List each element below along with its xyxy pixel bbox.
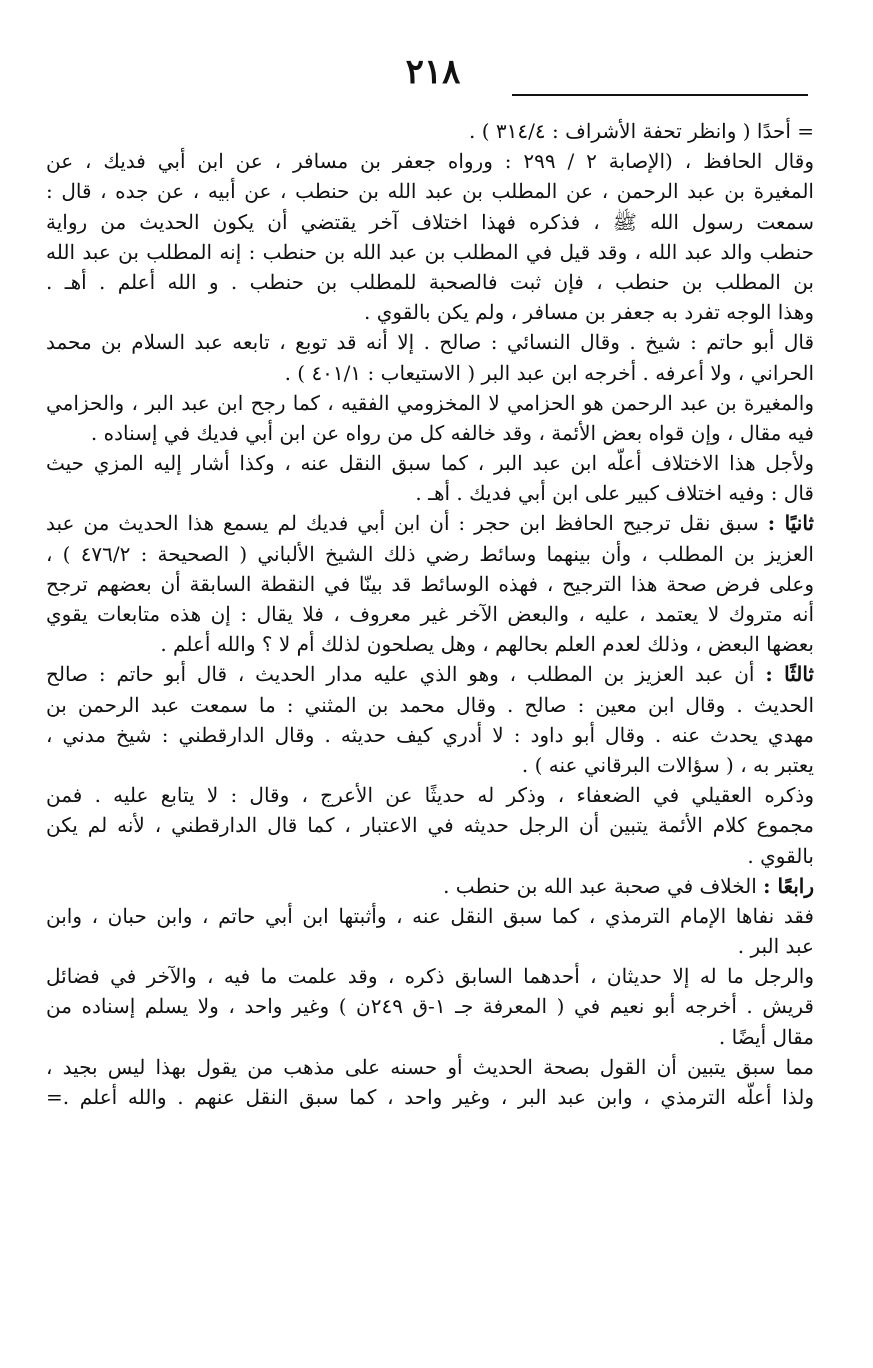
text-line xyxy=(46,569,814,599)
line-text: مهدي يحدث عنه . وقال أبو داود : لا أدري كيف حديثه . وقال الدارقطني : شيخ مدني ، xyxy=(46,722,814,747)
line-text: قال أبو حاتم : شيخ . وقال النسائي : صالح . إلا أنه قد توبع ، تابعه عبد السلام بن محمد xyxy=(46,330,814,355)
text-line xyxy=(46,659,814,689)
line-text: ولذا أعلّه الترمذي ، وابن عبد البر ، وغير واحد ، كما سبق النقل عنهم . والله أعلم .= xyxy=(46,1085,814,1109)
paragraph xyxy=(46,871,814,901)
text-line xyxy=(46,508,814,538)
text-line xyxy=(46,690,814,720)
section-lead: رابعًا : xyxy=(763,873,814,898)
text-line xyxy=(46,388,814,418)
paragraph xyxy=(46,448,814,508)
paragraph xyxy=(46,388,814,448)
line-text: يعتبر به ، ( سؤالات البرقاني عنه ) . xyxy=(521,752,814,777)
text-line xyxy=(46,991,814,1021)
text-line xyxy=(46,810,814,840)
line-text: وهذا الوجه تفرد به جعفر بن مسافر ، ولم يكن بالقوي . xyxy=(364,300,814,325)
text-line xyxy=(46,961,814,991)
line-text: والمغيرة بن عبد الرحمن هو الحزامي لا المخزومي الفقيه ، كما رجح ابن عبد البر ، والحزامي xyxy=(46,390,814,415)
line-text: وذكره العقيلي في الضعفاء ، وذكر له حديثًا عن الأعرج ، وقال : لا يتابع عليه . فمن xyxy=(46,783,814,808)
header-rule xyxy=(512,94,808,96)
line-text: قريش . أخرجه أبو نعيم في ( المعرفة جـ ١-ق ٢٤٩ن ) وغير واحد ، ولا يسلم إسناده من xyxy=(46,994,814,1019)
text-line xyxy=(46,599,814,629)
text-line xyxy=(46,207,814,237)
text-line xyxy=(46,1082,814,1112)
line-text: مما سبق يتبين أن القول بصحة الحديث أو حسنه على مذهب من يقول بهذا ليس بجيد ، xyxy=(46,1054,814,1079)
text-line xyxy=(46,327,814,357)
page-number: ٢١٨ xyxy=(405,52,461,92)
text-line xyxy=(46,297,814,327)
text-line xyxy=(46,358,814,388)
line-text: حنطب والد عبد الله ، وقد قيل في المطلب بن عبد الله بن حنطب : إنه المطلب بن عبد الله xyxy=(46,239,814,264)
line-text: = أحدًا ( وانظر تحفة الأشراف : ٣١٤/٤ ) . xyxy=(469,119,814,143)
paragraph xyxy=(46,508,814,659)
line-text: سمعت رسول الله ﷺ ، فذكره فهذا اختلاف آخر يقتضي أن يكون الحديث من رواية xyxy=(46,209,814,234)
paragraph xyxy=(46,659,814,780)
text-line xyxy=(46,1052,814,1082)
line-text: العزيز بن المطلب ، وأن بينهما وسائط رضي ذلك الشيخ الألباني ( الصحيحة : ٤٧٦/٢ ) ، xyxy=(46,541,814,566)
text-line xyxy=(46,780,814,810)
text-line xyxy=(46,448,814,478)
paragraph xyxy=(46,1052,814,1112)
text-line xyxy=(46,871,814,901)
line-text: الحديث . وقال ابن معين : صالح . وقال محمد بن المثني : ما سمعت عبد الرحمن بن xyxy=(46,692,814,717)
line-text: وقال الحافظ ، (الإصابة ٢ / ٢٩٩ : ورواه جعفر بن مسافر ، عن ابن أبي فديك ، عن xyxy=(46,149,814,174)
text-line xyxy=(46,146,814,176)
section-lead: ثالثًا : xyxy=(765,662,814,687)
text-line xyxy=(46,267,814,297)
line-text: الخلاف في صحبة عبد الله بن حنطب . xyxy=(443,873,764,898)
paragraph xyxy=(46,146,814,327)
line-text: سبق نقل ترجيح الحافظ ابن حجر : أن ابن أبي فديك لم يسمع هذا الحديث من عبد xyxy=(46,511,768,536)
text-line xyxy=(46,931,814,961)
line-text: الحراني ، ولا أعرفه . أخرجه ابن عبد البر ( الاستيعاب : ٤٠١/١ ) . xyxy=(284,360,814,385)
line-text: قال : وفيه اختلاف كبير على ابن أبي فديك . أهـ . xyxy=(415,481,814,506)
line-text: مجموع كلام الأئمة يتبين أن الرجل حديثه في الاعتبار ، كما قال الدارقطني ، لأنه لم يكن xyxy=(46,813,814,838)
line-text: فيه مقال ، وإن قواه بعض الأئمة ، وقد خالفه كل من رواه عن ابن أبي فديك في إسناده . xyxy=(90,420,814,445)
line-text: عبد البر . xyxy=(737,934,814,959)
text-line xyxy=(46,901,814,931)
paragraph xyxy=(46,961,814,1052)
line-text: أن عبد العزيز بن المطلب ، وهو الذي عليه مدار الحديث ، قال أبو حاتم : صالح xyxy=(46,662,766,687)
paragraph xyxy=(46,780,814,871)
text-line xyxy=(46,539,814,569)
text-line xyxy=(46,237,814,267)
text-line xyxy=(46,478,814,508)
line-text: فقد نفاها الإمام الترمذي ، كما سبق النقل عنه ، وأثبتها ابن أبي حاتم ، وابن حبان ، وابن xyxy=(46,903,814,928)
line-text: ولأجل هذا الاختلاف أعلّه ابن عبد البر ، كما سبق النقل عنه ، وكذا أشار إليه المزي حيث xyxy=(46,451,814,476)
text-line xyxy=(46,418,814,448)
text-line xyxy=(46,1022,814,1052)
line-text: أنه متروك لا يعتمد ، عليه ، والبعض الآخر غير معروف ، فلا يقال : إن هذه متابعات يقوي xyxy=(46,602,814,626)
paragraph xyxy=(46,901,814,961)
section-lead: ثانيًا : xyxy=(767,511,814,536)
line-text: والرجل ما له إلا حديثان ، أحدهما السابق ذكره ، وقد علمت ما فيه ، والآخر في فضائل xyxy=(46,964,814,989)
line-text: بن المطلب بن حنطب ، فإن ثبت فالصحبة للمطلب بن حنطب . و الله أعلم . أهـ . xyxy=(46,269,814,294)
paragraph xyxy=(46,116,814,146)
page-body-text xyxy=(46,116,814,1112)
line-text: وعلى فرض صحة هذا الترجيح ، فهذه الوسائط قد بينّا في النقطة السابقة أن بعضهم ترجح xyxy=(46,571,814,596)
line-text: المغيرة بن عبد الرحمن ، عن المطلب بن عبد الله بن حنطب ، عن أبيه ، عن جده ، قال : xyxy=(46,179,814,204)
text-line xyxy=(46,176,814,206)
text-line xyxy=(46,750,814,780)
text-line xyxy=(46,720,814,750)
text-line xyxy=(46,841,814,871)
text-line xyxy=(46,116,814,146)
line-text: بالقوي . xyxy=(747,843,814,868)
text-line xyxy=(46,629,814,659)
line-text: بعضها البعض ، وذلك لعدم العلم بحالهم ، وهل يصلحون لذلك أم لا ؟ والله أعلم . xyxy=(160,632,814,657)
line-text: مقال أيضًا . xyxy=(718,1024,814,1049)
paragraph xyxy=(46,327,814,387)
